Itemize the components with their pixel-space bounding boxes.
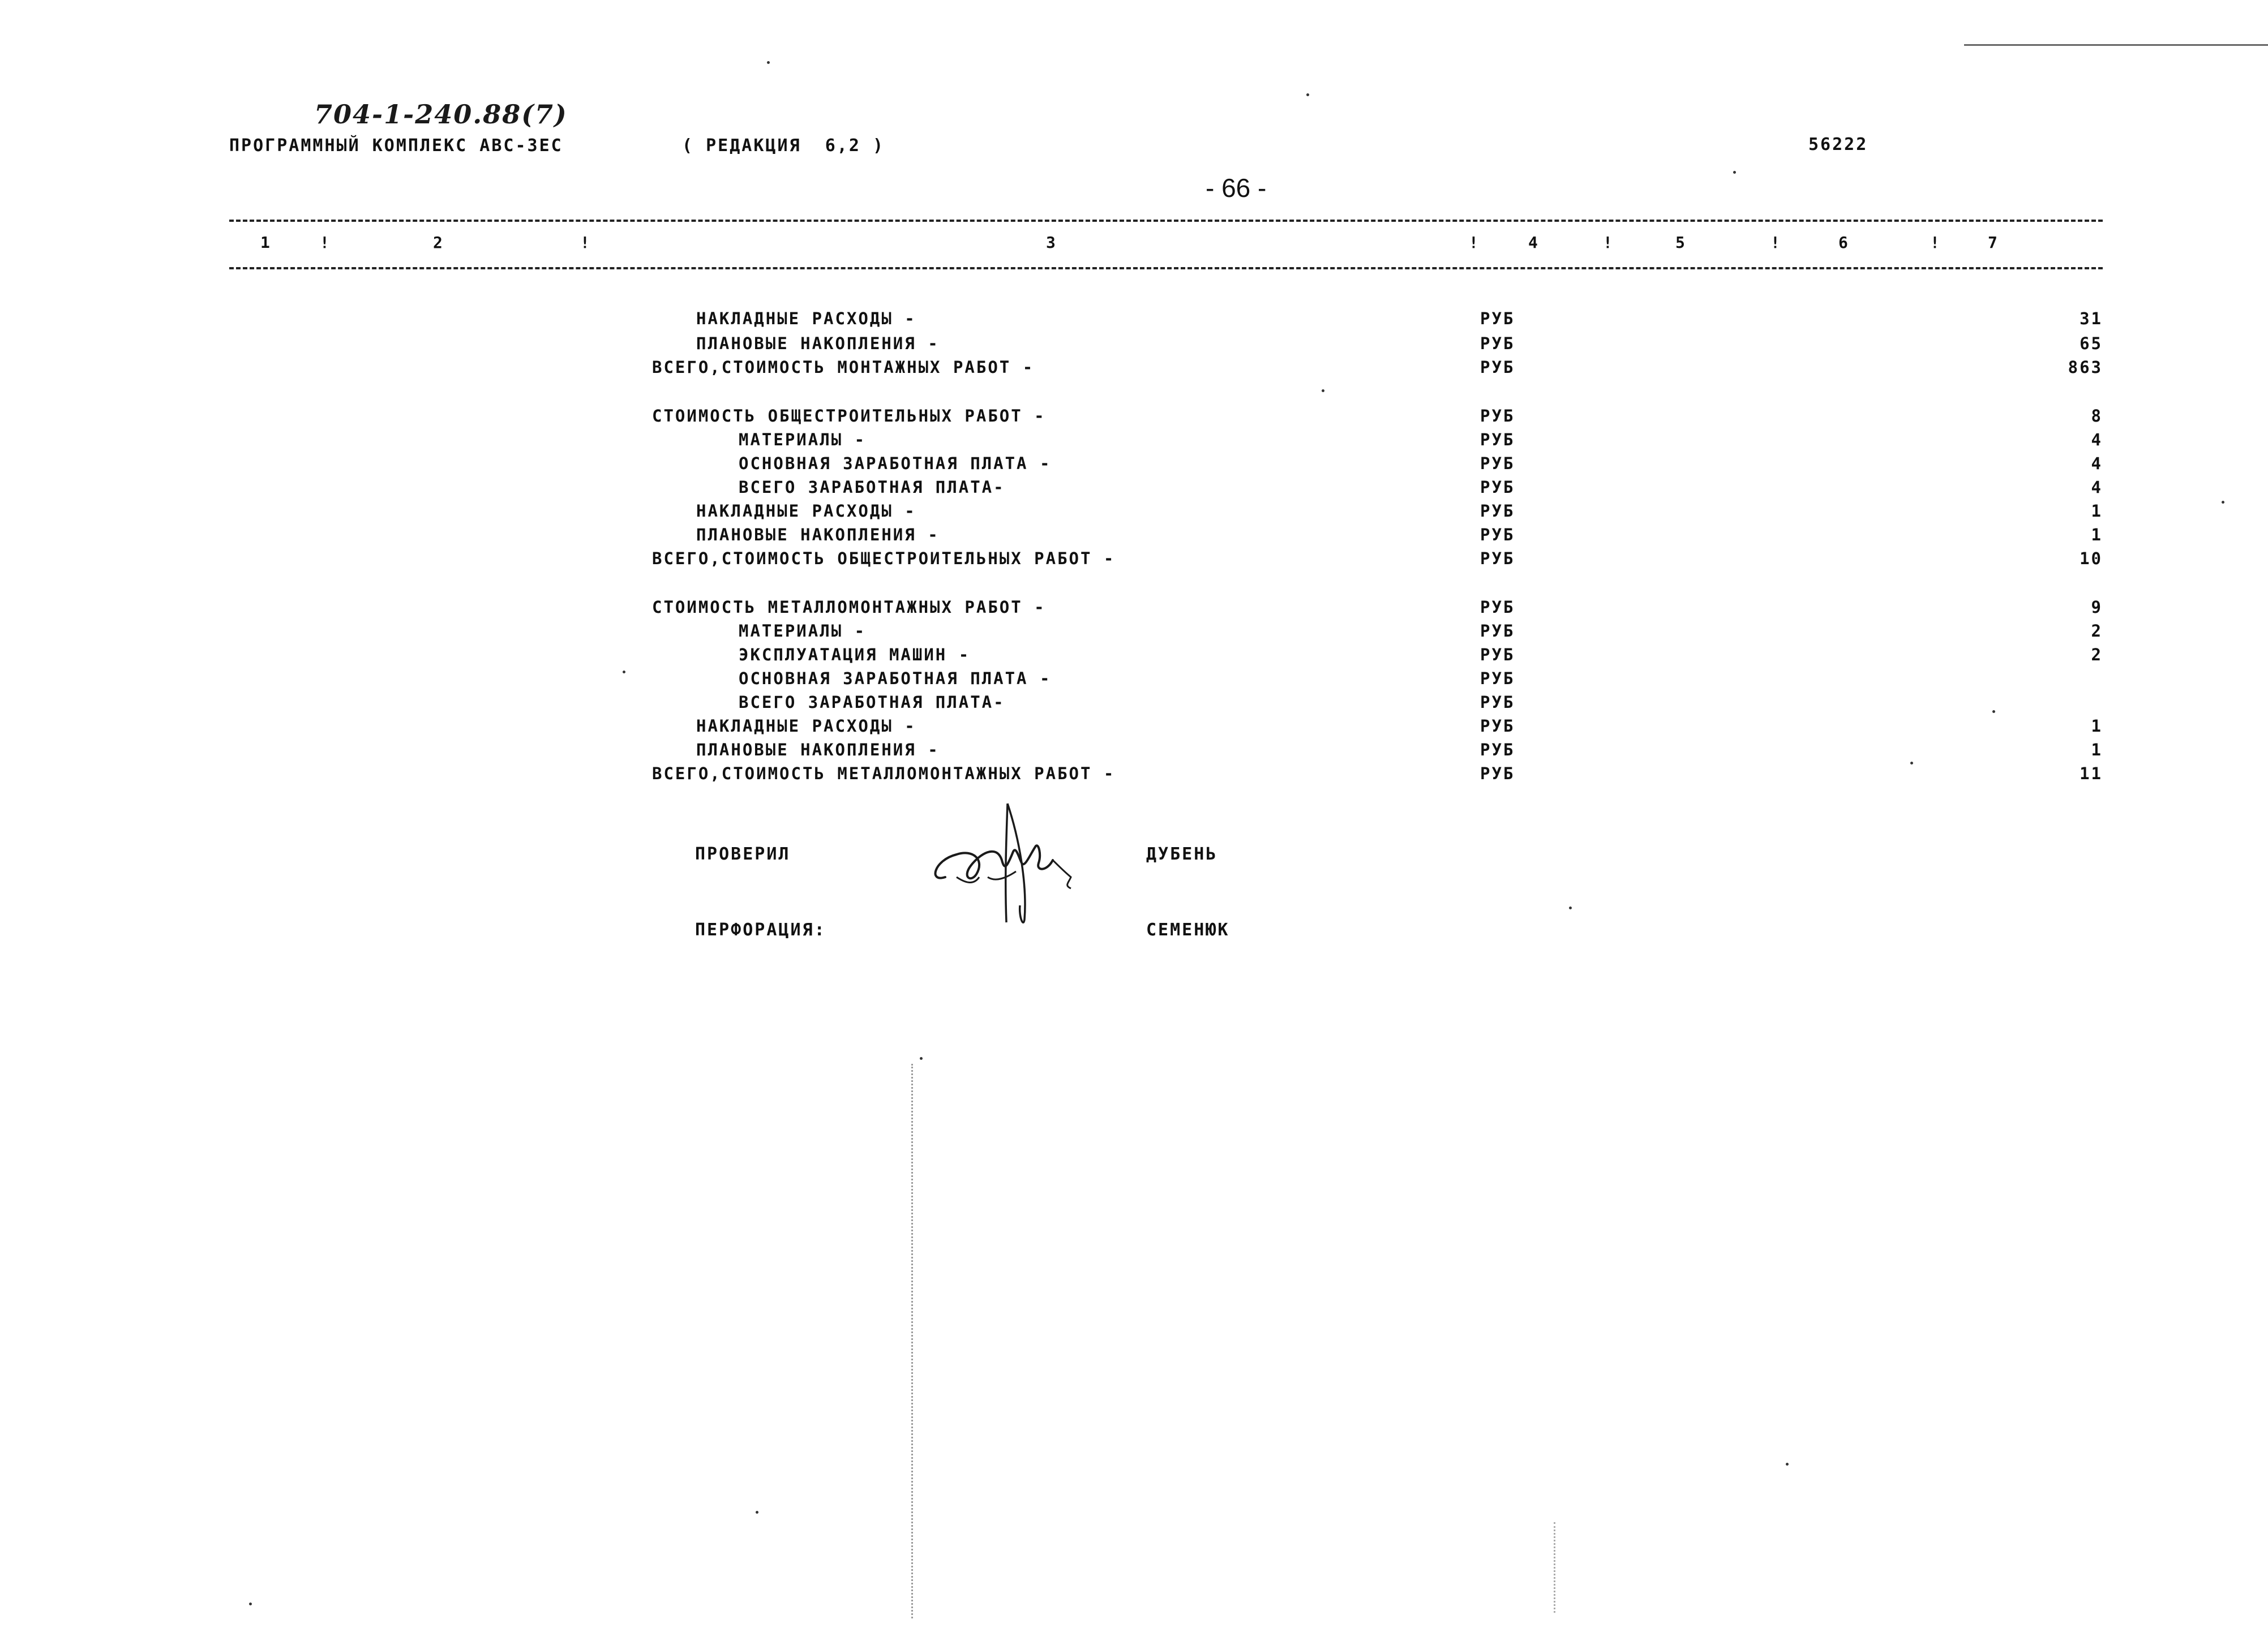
row-value: 8 bbox=[2091, 406, 2103, 426]
row-unit: РУБ bbox=[1480, 501, 1515, 521]
row-description: ВСЕГО ЗАРАБОТНАЯ ПЛАТА- bbox=[739, 478, 1005, 497]
table-row bbox=[0, 549, 2268, 569]
table-header-rule bbox=[229, 267, 2103, 269]
scan-speck bbox=[756, 1511, 758, 1514]
perforation-label: ПЕРФОРАЦИЯ: bbox=[695, 920, 826, 940]
table-row bbox=[0, 454, 2268, 474]
scan-speck bbox=[1306, 93, 1309, 96]
table-row bbox=[0, 358, 2268, 378]
row-description: МАТЕРИАЛЫ - bbox=[739, 621, 867, 641]
table-row bbox=[0, 740, 2268, 761]
scan-speck bbox=[1786, 1463, 1789, 1466]
row-value: 31 bbox=[2080, 309, 2103, 328]
row-value: 9 bbox=[2091, 598, 2103, 617]
scan-speck bbox=[1910, 762, 1913, 764]
row-description: НАКЛАДНЫЕ РАСХОДЫ - bbox=[696, 716, 916, 736]
row-description: ВСЕГО,СТОИМОСТЬ ОБЩЕСТРОИТЕЛЬНЫХ РАБОТ - bbox=[652, 549, 1116, 568]
row-value: 11 bbox=[2080, 764, 2103, 783]
handwritten-signature bbox=[923, 792, 1092, 934]
table-row bbox=[0, 716, 2268, 737]
table-row bbox=[0, 669, 2268, 689]
column-number-1: 1 bbox=[260, 233, 270, 252]
program-edition: ( РЕДАКЦИЯ 6,2 ) bbox=[682, 136, 885, 156]
scan-speck bbox=[623, 671, 625, 673]
table-top-rule bbox=[229, 220, 2103, 222]
row-unit: РУБ bbox=[1480, 716, 1515, 736]
document-number: 56222 bbox=[1808, 135, 1868, 154]
row-unit: РУБ bbox=[1480, 478, 1515, 497]
column-header-row bbox=[0, 233, 2268, 256]
row-description: СТОИМОСТЬ МЕТАЛЛОМОНТАЖНЫХ РАБОТ - bbox=[652, 598, 1046, 617]
row-value: 1 bbox=[2091, 740, 2103, 759]
column-number-2: 2 bbox=[433, 233, 443, 252]
table-row bbox=[0, 525, 2268, 545]
row-value: 2 bbox=[2091, 621, 2103, 641]
row-value: 65 bbox=[2080, 334, 2103, 353]
top-right-scan-line bbox=[1964, 44, 2268, 46]
table-row bbox=[0, 334, 2268, 354]
table-row bbox=[0, 406, 2268, 427]
row-description: ПЛАНОВЫЕ НАКОПЛЕНИЯ - bbox=[696, 740, 940, 759]
row-value: 863 bbox=[2068, 358, 2103, 377]
page-number: - 66 - bbox=[1206, 173, 1267, 203]
table-row bbox=[0, 693, 2268, 713]
program-name: ПРОГРАММНЫЙ КОМПЛЕКС АВС-3ЕС bbox=[229, 136, 563, 156]
row-description: ВСЕГО,СТОИМОСТЬ МОНТАЖНЫХ РАБОТ - bbox=[652, 358, 1035, 377]
row-unit: РУБ bbox=[1480, 334, 1515, 353]
column-number-7: 7 bbox=[1988, 233, 1997, 252]
row-unit: РУБ bbox=[1480, 764, 1515, 783]
table-row bbox=[0, 430, 2268, 450]
scan-speck bbox=[767, 61, 770, 64]
column-separator: ! bbox=[320, 233, 329, 252]
document-code: 704-1-240.88(7) bbox=[314, 99, 568, 130]
column-separator: ! bbox=[1469, 233, 1478, 252]
row-description: ВСЕГО,СТОИМОСТЬ МЕТАЛЛОМОНТАЖНЫХ РАБОТ - bbox=[652, 764, 1116, 783]
row-unit: РУБ bbox=[1480, 621, 1515, 641]
row-value: 4 bbox=[2091, 478, 2103, 497]
row-description: ПЛАНОВЫЕ НАКОПЛЕНИЯ - bbox=[696, 525, 940, 544]
row-unit: РУБ bbox=[1480, 645, 1515, 664]
column-separator: ! bbox=[580, 233, 590, 252]
row-description: ЭКСПЛУАТАЦИЯ МАШИН - bbox=[739, 645, 971, 664]
row-description: МАТЕРИАЛЫ - bbox=[739, 430, 867, 449]
row-value: 1 bbox=[2091, 501, 2103, 521]
row-value: 1 bbox=[2091, 525, 2103, 544]
row-description: ОСНОВНАЯ ЗАРАБОТНАЯ ПЛАТА - bbox=[739, 669, 1052, 688]
row-value: 1 bbox=[2091, 716, 2103, 736]
row-description: НАКЛАДНЫЕ РАСХОДЫ - bbox=[696, 501, 916, 521]
table-row bbox=[0, 621, 2268, 642]
column-number-3: 3 bbox=[1046, 233, 1056, 252]
scan-speck bbox=[1569, 907, 1572, 909]
row-unit: РУБ bbox=[1480, 693, 1515, 712]
table-row bbox=[0, 764, 2268, 784]
column-number-5: 5 bbox=[1675, 233, 1685, 252]
column-separator: ! bbox=[1930, 233, 1940, 252]
row-value: 10 bbox=[2080, 549, 2103, 568]
perforation-name: СЕМЕНЮК bbox=[1146, 920, 1230, 940]
row-unit: РУБ bbox=[1480, 430, 1515, 449]
row-description: ОСНОВНАЯ ЗАРАБОТНАЯ ПЛАТА - bbox=[739, 454, 1052, 473]
scan-speck bbox=[1322, 389, 1324, 392]
checked-by-label: ПРОВЕРИЛ bbox=[695, 844, 791, 864]
column-number-4: 4 bbox=[1528, 233, 1538, 252]
row-unit: РУБ bbox=[1480, 598, 1515, 617]
row-value: 4 bbox=[2091, 430, 2103, 449]
scan-vertical-trace bbox=[1554, 1522, 1555, 1613]
scan-vertical-trace bbox=[911, 1064, 913, 1618]
table-row bbox=[0, 309, 2268, 329]
row-description: ВСЕГО ЗАРАБОТНАЯ ПЛАТА- bbox=[739, 693, 1005, 712]
column-number-6: 6 bbox=[1838, 233, 1848, 252]
row-unit: РУБ bbox=[1480, 406, 1515, 426]
row-description: ПЛАНОВЫЕ НАКОПЛЕНИЯ - bbox=[696, 334, 940, 353]
row-description: НАКЛАДНЫЕ РАСХОДЫ - bbox=[696, 309, 916, 328]
scan-speck bbox=[2222, 501, 2224, 504]
row-unit: РУБ bbox=[1480, 358, 1515, 377]
column-separator: ! bbox=[1603, 233, 1613, 252]
row-value: 4 bbox=[2091, 454, 2103, 473]
row-unit: РУБ bbox=[1480, 309, 1515, 328]
scan-speck bbox=[1733, 171, 1736, 174]
scan-speck bbox=[249, 1603, 252, 1605]
scan-speck bbox=[1992, 710, 1995, 713]
table-row bbox=[0, 598, 2268, 618]
table-row bbox=[0, 501, 2268, 522]
row-unit: РУБ bbox=[1480, 525, 1515, 544]
table-row bbox=[0, 645, 2268, 665]
row-unit: РУБ bbox=[1480, 669, 1515, 688]
row-unit: РУБ bbox=[1480, 740, 1515, 759]
row-value: 2 bbox=[2091, 645, 2103, 664]
scan-speck bbox=[920, 1057, 923, 1060]
row-unit: РУБ bbox=[1480, 549, 1515, 568]
table-row bbox=[0, 478, 2268, 498]
row-unit: РУБ bbox=[1480, 454, 1515, 473]
row-description: СТОИМОСТЬ ОБЩЕСТРОИТЕЛЬНЫХ РАБОТ - bbox=[652, 406, 1046, 426]
checked-by-name: ДУБЕНЬ bbox=[1146, 844, 1218, 864]
column-separator: ! bbox=[1770, 233, 1780, 252]
